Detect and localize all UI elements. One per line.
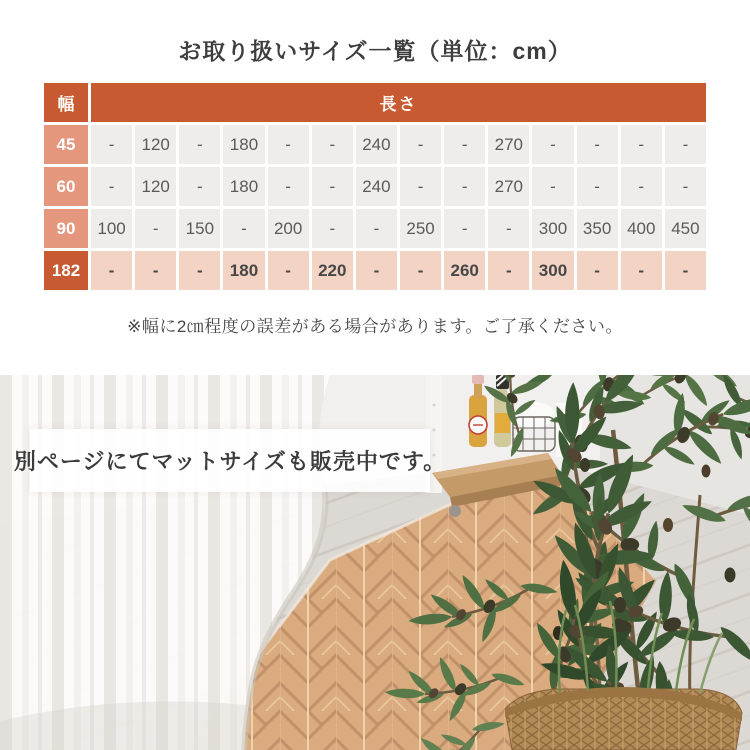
size-cell: - xyxy=(444,167,485,206)
width-header-cell: 幅 xyxy=(44,83,88,122)
size-cell: - xyxy=(488,209,529,248)
size-cell: 350 xyxy=(577,209,618,248)
size-cell: - xyxy=(400,251,441,290)
size-cell: 180 xyxy=(223,251,264,290)
size-cell: - xyxy=(312,125,353,164)
size-cell: - xyxy=(91,251,132,290)
size-cell: - xyxy=(268,251,309,290)
size-cell: - xyxy=(444,209,485,248)
size-cell: 400 xyxy=(621,209,662,248)
size-table xyxy=(41,80,709,293)
size-cell: - xyxy=(532,125,573,164)
size-cell: - xyxy=(356,209,397,248)
table-row xyxy=(44,167,706,206)
photo-caption-box xyxy=(13,429,447,492)
size-cell: - xyxy=(312,167,353,206)
row-width-header: 45 xyxy=(44,125,88,164)
size-cell: - xyxy=(577,167,618,206)
size-cell: - xyxy=(577,125,618,164)
size-cell: 270 xyxy=(488,125,529,164)
size-cell: 180 xyxy=(223,125,264,164)
size-cell: 240 xyxy=(356,167,397,206)
size-cell: - xyxy=(268,167,309,206)
size-cell: 250 xyxy=(400,209,441,248)
size-cell: - xyxy=(665,251,706,290)
size-cell: - xyxy=(223,209,264,248)
size-cell: - xyxy=(665,167,706,206)
size-cell: 150 xyxy=(179,209,220,248)
page-title: お取り扱いサイズ一覧（単位：cm） xyxy=(178,38,572,64)
size-cell: 450 xyxy=(665,209,706,248)
size-cell: - xyxy=(179,167,220,206)
size-cell: - xyxy=(179,251,220,290)
size-cell: 180 xyxy=(223,167,264,206)
size-cell: 200 xyxy=(268,209,309,248)
size-cell: 260 xyxy=(444,251,485,290)
size-cell: - xyxy=(577,251,618,290)
size-cell: - xyxy=(135,251,176,290)
table-row xyxy=(44,125,706,164)
size-table-body xyxy=(44,125,706,290)
size-cell: - xyxy=(488,251,529,290)
row-width-header: 60 xyxy=(44,167,88,206)
table-row xyxy=(44,251,706,290)
size-cell: - xyxy=(91,125,132,164)
size-cell: 220 xyxy=(312,251,353,290)
row-width-header: 182 xyxy=(44,251,88,290)
size-cell: - xyxy=(268,125,309,164)
size-cell: 120 xyxy=(135,167,176,206)
size-cell: - xyxy=(356,251,397,290)
size-cell: 100 xyxy=(91,209,132,248)
size-cell: - xyxy=(621,167,662,206)
length-header-cell: 長さ xyxy=(91,83,706,122)
size-cell: - xyxy=(135,209,176,248)
size-cell: 270 xyxy=(488,167,529,206)
room-photo xyxy=(0,375,750,750)
table-header-row xyxy=(44,83,706,122)
row-width-header: 90 xyxy=(44,209,88,248)
plant-pot xyxy=(505,687,742,750)
size-cell: - xyxy=(444,125,485,164)
size-cell: 120 xyxy=(135,125,176,164)
size-cell: - xyxy=(400,167,441,206)
size-cell: 300 xyxy=(532,251,573,290)
size-cell: - xyxy=(532,167,573,206)
size-cell: - xyxy=(179,125,220,164)
photo-caption-text: 別ページにてマットサイズも販売中です。 xyxy=(13,449,447,474)
size-cell: - xyxy=(621,251,662,290)
cart-wheel xyxy=(449,505,461,517)
size-cell: - xyxy=(312,209,353,248)
size-cell: 300 xyxy=(532,209,573,248)
table-row xyxy=(44,209,706,248)
size-cell: - xyxy=(91,167,132,206)
size-cell: - xyxy=(400,125,441,164)
tolerance-note: ※幅に2㎝程度の誤差がある場合があります。ご了承ください。 xyxy=(127,317,623,336)
size-cell: 240 xyxy=(356,125,397,164)
size-cell: - xyxy=(665,125,706,164)
size-cell: - xyxy=(621,125,662,164)
